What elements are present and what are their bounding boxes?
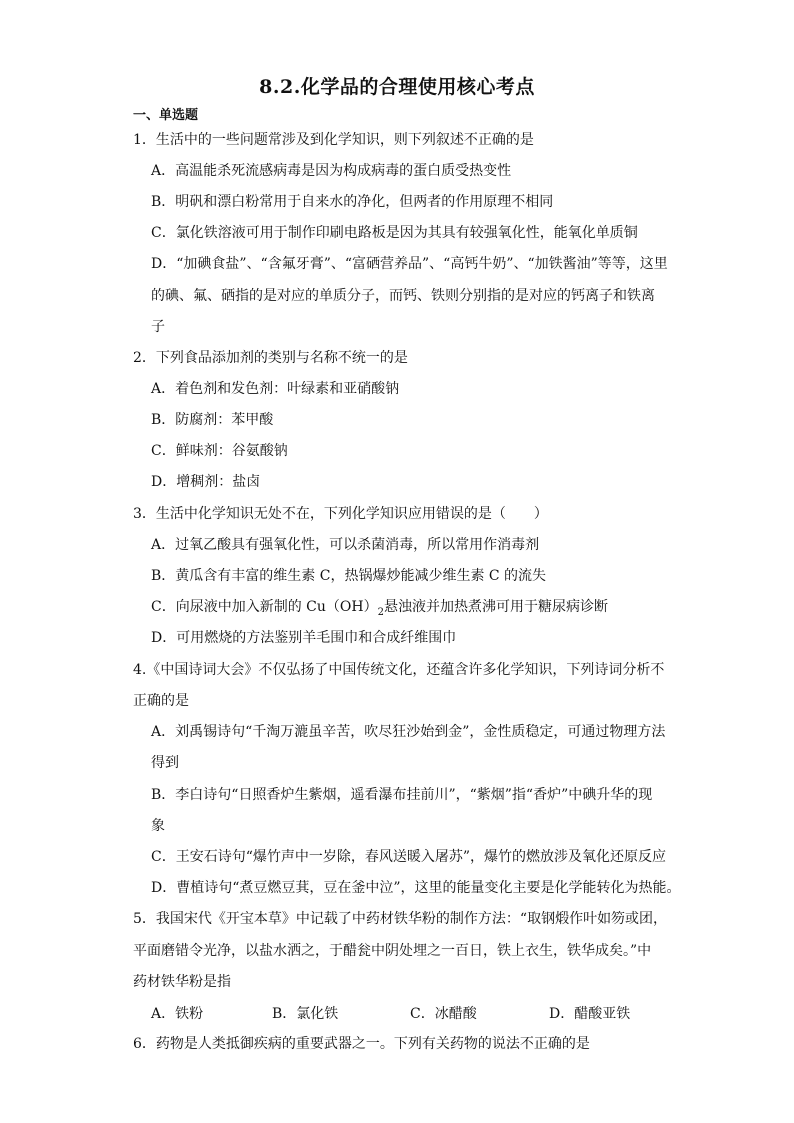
question-3-option-d: D．可用燃烧的方法鉴别羊毛围巾和合成纤维围巾 [151, 630, 457, 646]
question-4-option-b: B．李白诗句“日照香炉生紫烟，遥看瀑布挂前川”，“紫烟”指“香炉”中碘升华的现 [151, 787, 653, 803]
question-3-option-c-post: 悬浊液并加热煮沸可用于糖尿病诊断 [383, 599, 608, 615]
question-2-option-d: D．增稠剂：盐卤 [151, 474, 261, 490]
question-1-option-b: B．明矾和漂白粉常用于自来水的净化，但两者的作用原理不相同 [151, 194, 554, 210]
question-3-option-c-pre: C．向尿液中加入新制的 Cu（OH） [151, 599, 378, 615]
question-4-option-d: D．曹植诗句“煮豆燃豆萁，豆在釜中泣”，这里的能量变化主要是化学能转化为热能。 [151, 880, 681, 896]
question-5-option-d: D．醋酸亚铁 [549, 1006, 631, 1022]
question-3-stem: 3．生活中化学知识无处不在，下列化学知识应用错误的是（ ） [133, 506, 548, 522]
question-3-option-a: A．过氧乙酸具有强氧化性，可以杀菌消毒，所以常用作消毒剂 [151, 537, 540, 553]
question-2-option-c: C．鲜味剂：谷氨酸钠 [151, 443, 288, 459]
question-4-option-b-line2: 象 [151, 818, 165, 834]
question-5-stem-line2: 平面磨错令光净，以盐水洒之，于醋瓮中阴处埋之一百日，铁上衣生，铁华成矣。”中 [133, 943, 652, 959]
question-3-option-c [151, 597, 608, 619]
subscript-2: 2 [377, 607, 384, 618]
question-1-stem: 1．生活中的一些问题常涉及到化学知识，则下列叙述不正确的是 [133, 132, 534, 148]
question-5-option-c: C．冰醋酸 [410, 1006, 477, 1022]
question-5-stem: 5．我国宋代《开宝本草》中记载了中药材铁华粉的制作方法：“取钢煅作叶如笏或团， [133, 911, 668, 927]
question-1-option-d: D．“加碘食盐”、“含氟牙膏”、“富硒营养品”、“高钙牛奶”、“加铁酱油”等等，这里 [151, 256, 668, 272]
question-1-option-a: A．高温能杀死流感病毒是因为构成病毒的蛋白质受热变性 [151, 163, 512, 179]
question-4-stem: 4.《中国诗词大会》不仅弘扬了中国传统文化，还蕴含许多化学知识，下列诗词分析不 [133, 662, 665, 678]
question-2-option-a: A．着色剂和发色剂：叶绿素和亚硝酸钠 [151, 381, 400, 397]
question-3-option-b: B．黄瓜含有丰富的维生素 C，热锅爆炒能减少维生素 C 的流失 [151, 568, 547, 584]
section-heading: 一、单选题 [133, 108, 199, 123]
question-5-stem-line3: 药材铁华粉是指 [133, 974, 231, 990]
question-1-option-d-line3: 子 [151, 319, 165, 335]
question-2-stem: 2．下列食品添加剂的类别与名称不统一的是 [133, 350, 408, 366]
question-1-option-d-line2: 的碘、氟、硒指的是对应的单质分子，而钙、铁则分别指的是对应的钙离子和铁离 [151, 288, 655, 304]
question-4-option-a: A．刘禹锡诗句“千淘万漉虽辛苦，吹尽狂沙始到金”，金性质稳定，可通过物理方法 [151, 724, 666, 740]
question-1-option-c: C．氯化铁溶液可用于制作印刷电路板是因为其具有较强氧化性，能氧化单质铜 [151, 225, 638, 241]
question-5-option-a: A．铁粉 [151, 1006, 204, 1022]
question-4-option-c: C．王安石诗句“爆竹声中一岁除，春风送暖入屠苏”，爆竹的燃放涉及氧化还原反应 [151, 849, 667, 865]
question-6-stem: 6．药物是人类抵御疾病的重要武器之一。下列有关药物的说法不正确的是 [133, 1036, 590, 1052]
question-2-option-b: B．防腐剂：苯甲酸 [151, 412, 274, 428]
question-4-option-a-line2: 得到 [151, 755, 179, 771]
question-5-option-b: B．氯化铁 [272, 1006, 339, 1022]
page-title: 8.2.化学品的合理使用核心考点 [259, 76, 535, 98]
question-4-stem-line2: 正确的是 [133, 693, 189, 709]
